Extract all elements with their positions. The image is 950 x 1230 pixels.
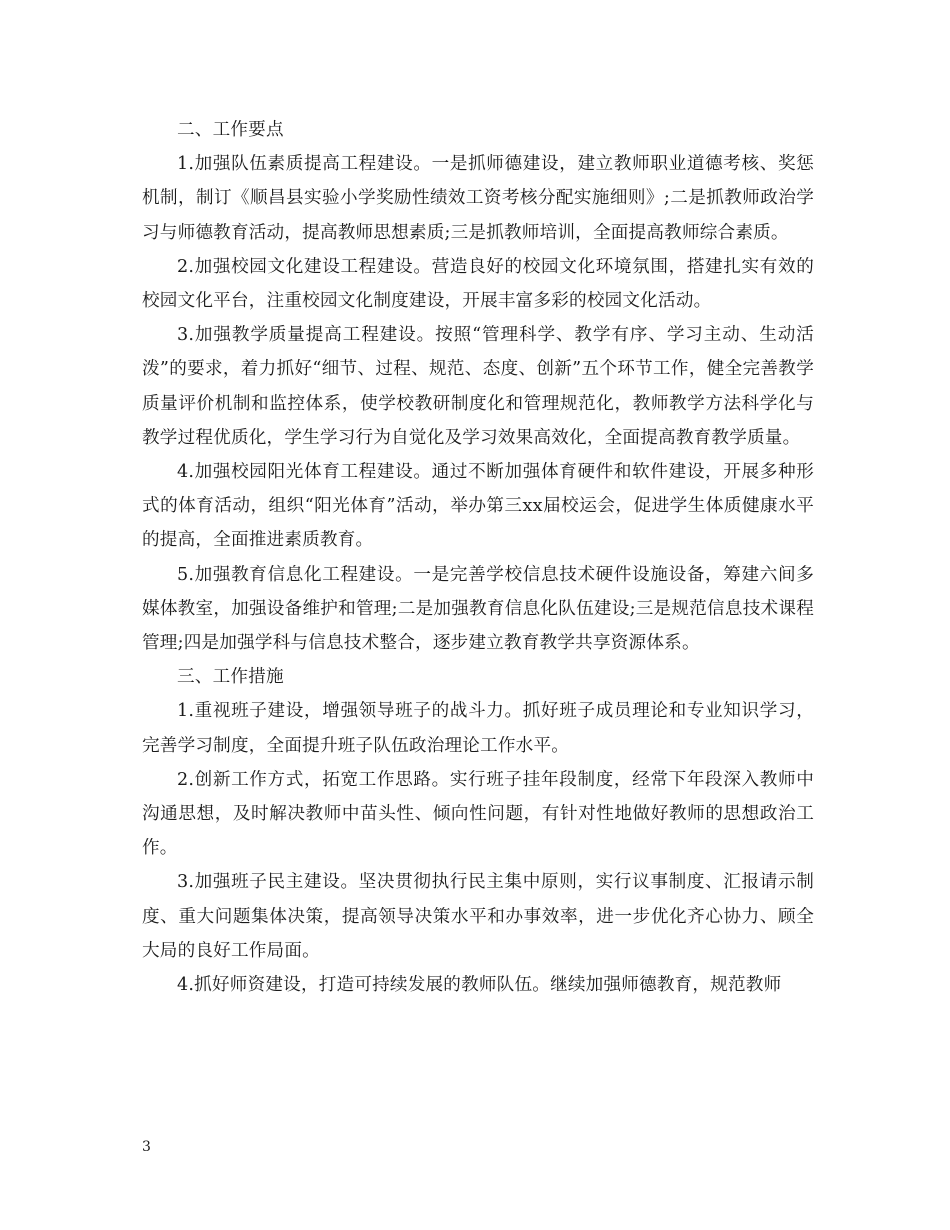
section-heading-work-measures: 三、工作措施 (177, 667, 284, 688)
paragraph-teaching-quality: 3.加强教学质量提高工程建设。按照“管理科学、教学有序、学习主动、生动活泼”的要求，着力抓好“细节、过程、规范、态度、创新”五个环节工作，健全完善教学质量评价机制和监控体系，使学校教研制度化和管理规范化，教师教学方法科学化与教学过程优质化，学生学习行为自觉化及学习效果高效化，全面提高教育教学质量。 (142, 325, 814, 448)
section-heading-work-points: 二、工作要点 (177, 120, 284, 140)
page-number: 3 (142, 1139, 151, 1155)
document-body (142, 113, 814, 1002)
paragraph-education-informatization: 5.加强教育信息化工程建设。一是完善学校信息技术硬件设施设备，筹建六间多媒体教室，加强设备维护和管理;二是加强教育信息化队伍建设;三是规范信息技术课程管理;四是加强学科与信息技术整合，逐步建立教育教学共享资源体系。 (142, 564, 814, 654)
paragraph-team-quality: 1.加强队伍素质提高工程建设。一是抓师德建设，建立教师职业道德考核、奖惩机制，制订《顺昌县实验小学奖励性绩效工资考核分配实施细则》;二是抓教师政治学习与师德教育活动，提高教师思想素质;三是抓教师培训，全面提高教师综合素质。 (142, 154, 814, 243)
paragraph-teacher-building: 4.抓好师资建设，打造可持续发展的教师队伍。继续加强师德教育，规范教师 (177, 975, 782, 996)
paragraph-democratic-building: 3.加强班子民主建设。坚决贯彻执行民主集中原则，实行议事制度、汇报请示制度、重大问题集体决策，提高领导决策水平和办事效率，进一步优化齐心协力、顾全大局的良好工作局面。 (142, 872, 814, 961)
paragraph-sunshine-sports: 4.加强校园阳光体育工程建设。通过不断加强体育硬件和软件建设，开展多种形式的体育活动，组织“阳光体育”活动，举办第三xx届校运会，促进学生体质健康水平的提高，全面推进素质教育。 (142, 462, 814, 551)
paragraph-team-building: 1.重视班子建设，增强领导班子的战斗力。抓好班子成员理论和专业知识学习，完善学习制度，全面提升班子队伍政治理论工作水平。 (142, 701, 814, 756)
paragraph-campus-culture: 2.加强校园文化建设工程建设。营造良好的校园文化环境氛围，搭建扎实有效的校园文化平台，注重校园文化制度建设，开展丰富多彩的校园文化活动。 (142, 256, 814, 312)
paragraph-work-methods: 2.创新工作方式，拓宽工作思路。实行班子挂年段制度，经常下年段深入教师中沟通思想，及时解决教师中苗头性、倾向性问题，有针对性地做好教师的思想政治工作。 (142, 769, 814, 859)
